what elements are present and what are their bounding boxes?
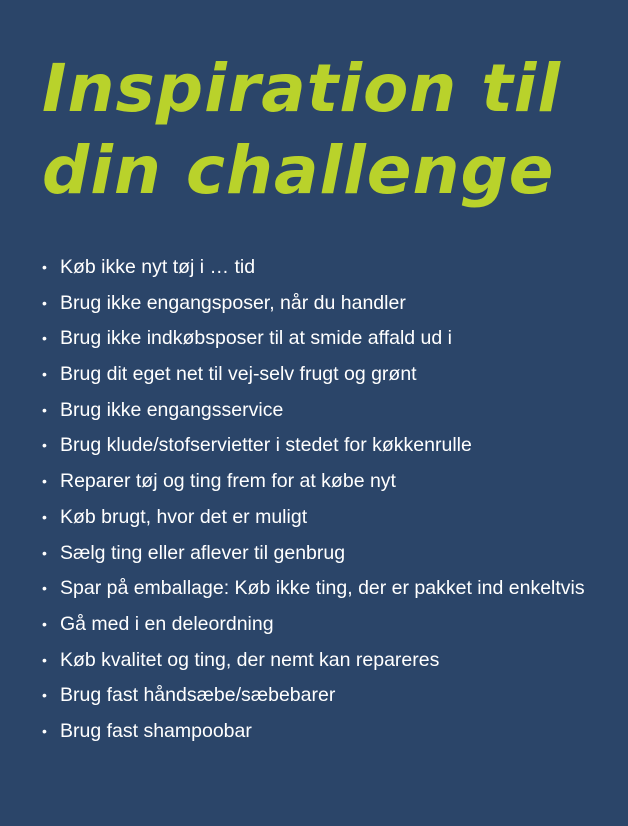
bullet-icon: •: [42, 651, 47, 668]
list-item-text: Brug fast håndsæbe/sæbebarer: [60, 684, 336, 707]
bullet-icon: •: [42, 294, 47, 311]
bullet-icon: •: [42, 508, 47, 525]
list-item: [40, 324, 600, 352]
bullet-icon: •: [42, 401, 47, 418]
list-item-text: Gå med i en deleordning: [60, 612, 274, 635]
bullet-icon: •: [42, 580, 47, 597]
list-item-text: Brug klude/stofservietter i stedet for køkkenrulle: [60, 434, 472, 457]
list-item: [40, 717, 600, 745]
list-item: [40, 574, 600, 602]
title-line-2: din challenge: [42, 132, 555, 209]
bullet-icon: •: [42, 615, 47, 632]
bullet-icon: •: [42, 330, 47, 347]
bullet-icon: •: [42, 437, 47, 454]
list-item: [40, 396, 600, 424]
bullet-icon: •: [42, 473, 47, 490]
list-item-text: Køb kvalitet og ting, der nemt kan repareres: [60, 648, 440, 671]
list-item: [40, 539, 600, 567]
list-item: [40, 503, 600, 531]
list-item: [40, 646, 600, 674]
bullet-icon: •: [42, 544, 47, 561]
list-item-text: Sælg ting eller aflever til genbrug: [60, 541, 346, 564]
bullet-icon: •: [42, 687, 47, 704]
list-item-text: Køb brugt, hvor det er muligt: [60, 505, 308, 528]
bullet-icon: •: [42, 722, 47, 739]
list-item: [40, 467, 600, 495]
list-item-text: Brug ikke engangsposer, når du handler: [60, 291, 406, 314]
page-title: [42, 48, 602, 212]
title-line-1: Inspiration til: [42, 50, 562, 127]
list-item-text: Reparer tøj og ting frem for at købe nyt: [60, 470, 396, 493]
bullet-icon: •: [42, 366, 47, 383]
list-item: [40, 289, 600, 317]
list-item: [40, 360, 600, 388]
list-item: [40, 681, 600, 709]
list-item-text: Brug dit eget net til vej-selv frugt og grønt: [60, 363, 417, 386]
list-item-text: Brug ikke engangsservice: [60, 398, 284, 421]
list-item-text: Køb ikke nyt tøj i … tid: [60, 256, 256, 278]
list-item-text: Brug fast shampoobar: [60, 719, 252, 742]
list-item-text: Brug ikke indkøbsposer til at smide affald ud i: [60, 327, 452, 350]
list-item: [40, 253, 600, 281]
list-item-text: Spar på emballage: Køb ikke ting, der er pakket ind enkeltvis: [60, 577, 585, 600]
tips-list: [40, 253, 600, 753]
list-item: [40, 431, 600, 459]
bullet-icon: •: [42, 259, 47, 275]
list-item: [40, 610, 600, 638]
